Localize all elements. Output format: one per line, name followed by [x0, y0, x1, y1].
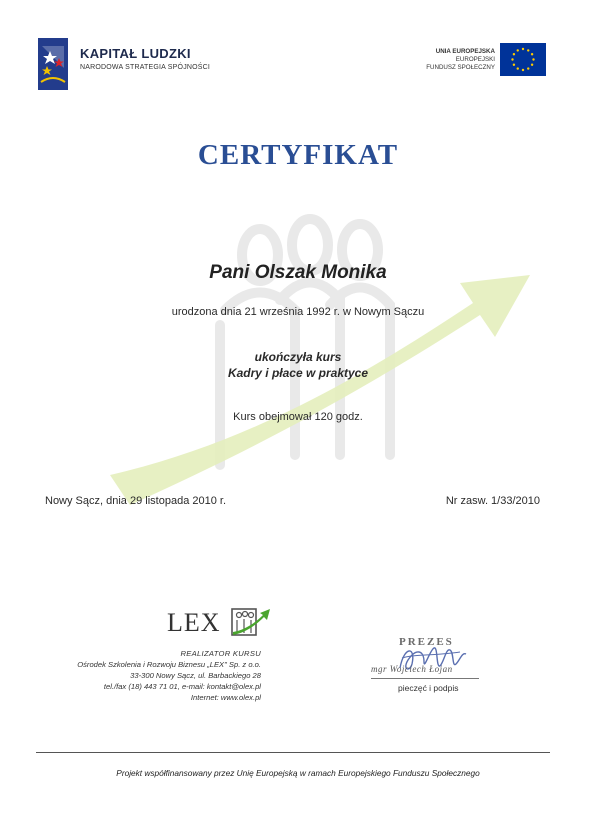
- signer-name: mgr Wojciech Łojan: [371, 664, 453, 674]
- eu-star: [522, 48, 524, 50]
- kapital-ludzki-logo-icon: [38, 38, 68, 90]
- figures-watermark: [220, 219, 390, 465]
- kapital-ludzki-title: KAPITAŁ LUDZKI: [80, 46, 191, 61]
- footer-funding-note: Projekt współfinansowany przez Unię Europejską w ramach Europejskiego Funduszu Społecznego: [116, 768, 480, 778]
- organizer-address: 33-300 Nowy Sącz, ul. Barbackiego 28: [130, 671, 261, 680]
- eu-fund-text: [345, 48, 495, 72]
- place-and-date: Nowy Sącz, dnia 29 listopada 2010 r.: [45, 495, 227, 507]
- course-completion: [0, 349, 596, 381]
- signature-line: [371, 678, 479, 679]
- eu-star: [517, 49, 519, 51]
- eu-flag-icon: [500, 43, 546, 76]
- eu-star: [531, 64, 533, 66]
- eu-star: [513, 64, 515, 66]
- recipient-name: Pani Olszak Monika: [209, 262, 387, 283]
- registration-number: Nr zasw. 1/33/2010: [445, 495, 540, 507]
- birth-info: urodzona dnia 21 września 1992 r. w Nowym Sączu: [171, 306, 425, 318]
- eu-star: [522, 69, 524, 71]
- eu-star: [531, 53, 533, 55]
- eu-line-3: FUNDUSZ SPOŁECZNY: [426, 64, 495, 71]
- organizer-info: [1, 648, 261, 703]
- eu-star: [527, 49, 529, 51]
- eu-star: [527, 67, 529, 69]
- organizer-website: Internet: www.olex.pl: [190, 693, 261, 702]
- course-hours: Kurs obejmował 120 godz.: [233, 411, 363, 423]
- eu-star: [517, 67, 519, 69]
- organizer-name: Ośrodek Szkolenia i Rozwoju Biznesu „LEX" Sp. z o.o.: [77, 660, 261, 669]
- lex-logo-icon: [230, 605, 272, 641]
- certificate-title: CERTYFIKAT: [197, 139, 399, 171]
- stamp-title: PREZES: [399, 636, 454, 648]
- eu-star: [511, 58, 513, 60]
- course-name: Kadry i płace w praktyce: [227, 366, 369, 380]
- lex-logo-text: LEX: [167, 608, 221, 637]
- eu-star: [513, 53, 515, 55]
- completed-line-1: ukończyła kurs: [254, 350, 342, 364]
- footer-divider: [36, 752, 550, 753]
- signature-caption: pieczęć i podpis: [398, 683, 459, 693]
- eu-star: [532, 58, 534, 60]
- eu-line-2: EUROPEJSKI: [455, 56, 495, 63]
- organizer-contact: tel./fax (18) 443 71 01, e-mail: kontakt@olex.pl: [103, 682, 261, 691]
- kapital-ludzki-subtitle: NARODOWA STRATEGIA SPÓJNOŚCI: [80, 64, 211, 71]
- organizer-role: REALIZATOR KURSU: [180, 649, 261, 658]
- eu-line-1: UNIA EUROPEJSKA: [435, 48, 495, 55]
